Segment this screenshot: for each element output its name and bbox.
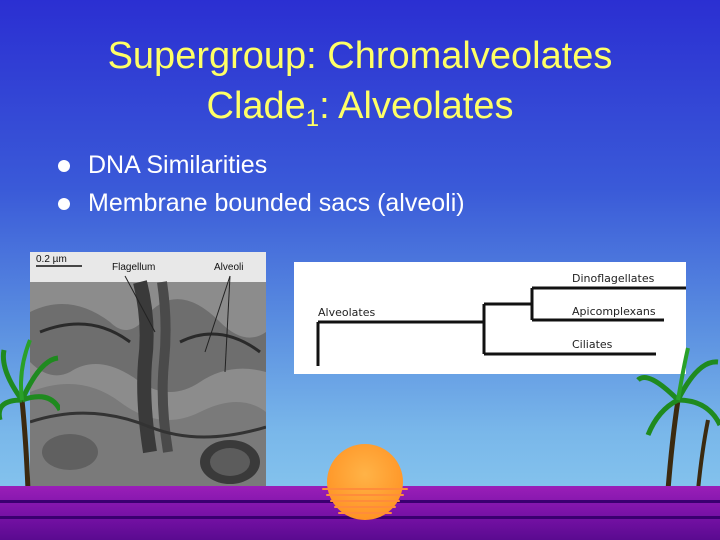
sun-reflection bbox=[334, 506, 396, 508]
title-subscript: 1 bbox=[305, 105, 320, 132]
tree-root-label: Alveolates bbox=[318, 306, 376, 319]
tree-leaf-label: Dinoflagellates bbox=[572, 272, 655, 285]
slide-title-line1: Supergroup: Chromalveolates bbox=[107, 35, 613, 77]
sun-reflection bbox=[330, 500, 400, 502]
bullet-item bbox=[58, 146, 465, 184]
sun-reflection bbox=[326, 494, 404, 496]
sun-reflection bbox=[338, 512, 392, 514]
micrograph-image bbox=[30, 252, 266, 486]
bullet-dot-icon bbox=[58, 198, 70, 210]
electron-micrograph bbox=[30, 252, 266, 486]
alveoli-label: Alveoli bbox=[214, 262, 244, 273]
bullet-text: Membrane bounded sacs (alveoli) bbox=[88, 189, 465, 217]
sun-icon bbox=[327, 444, 403, 520]
scale-label: 0.2 µm bbox=[36, 254, 67, 265]
palm-tree-right-icon bbox=[628, 340, 720, 490]
palm-tree-left-icon bbox=[0, 330, 60, 490]
flagellum-label: Flagellum bbox=[112, 262, 156, 273]
bullet-text: DNA Similarities bbox=[88, 151, 268, 179]
sun-reflection bbox=[322, 488, 408, 490]
title-alveolates: : Alveolates bbox=[319, 85, 514, 127]
title-clade: Clade bbox=[206, 85, 306, 127]
slide-title-line2 bbox=[0, 84, 720, 132]
bullet-list bbox=[58, 146, 465, 222]
bullet-item bbox=[58, 184, 465, 222]
tree-leaf-label: Ciliates bbox=[572, 338, 613, 351]
tree-leaf-label: Apicomplexans bbox=[572, 305, 656, 318]
bullet-dot-icon bbox=[58, 160, 70, 172]
